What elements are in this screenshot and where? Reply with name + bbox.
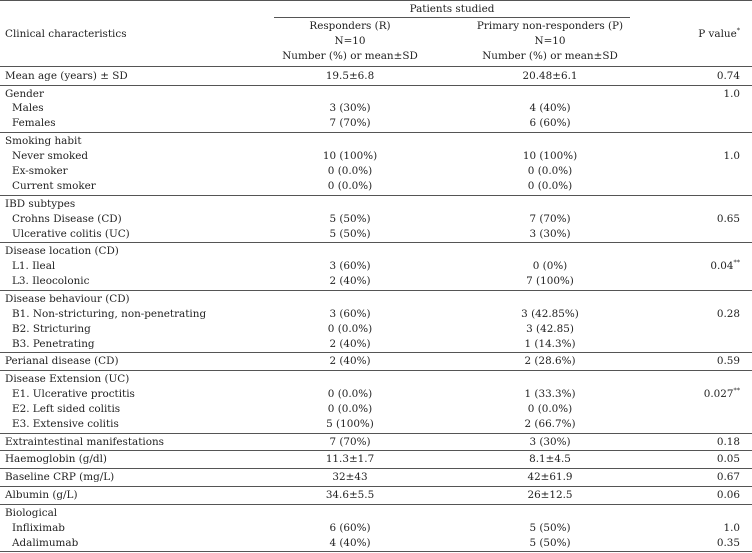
row-label: IBD subtypes: [5, 198, 76, 210]
p-value-text: 0.06: [716, 489, 740, 501]
responders-header: [274, 20, 426, 65]
row-separator-rule: [0, 370, 752, 371]
responders-value: 5 (50%): [329, 228, 371, 240]
p-value-text: 0.67: [716, 471, 740, 483]
row-separator-rule: [0, 132, 752, 133]
non-responders-header-line-3: Number (%) or mean±SD: [482, 50, 618, 62]
row-label: Adalimumab: [12, 537, 79, 549]
row-label: Females: [12, 117, 56, 129]
responders-value: 2 (40%): [329, 275, 371, 287]
row-label: Crohns Disease (CD): [12, 213, 122, 225]
non-responders-value: 7 (70%): [529, 213, 571, 225]
row-label: L1. Ileal: [12, 260, 56, 272]
p-value: [680, 308, 740, 320]
non-responders-value: 3 (30%): [529, 228, 571, 240]
non-responders-value: 8.1±4.5: [529, 453, 571, 465]
non-responders-value: 0 (0.0%): [527, 165, 573, 177]
row-label: Albumin (g/L): [5, 489, 78, 501]
p-value: [680, 453, 740, 465]
row-label: B3. Penetrating: [12, 338, 95, 350]
row-separator-rule: [0, 85, 752, 86]
responders-value: 19.5±6.8: [325, 70, 375, 82]
p-value-text: 0.74: [716, 70, 740, 82]
non-responders-value: 0 (0.0%): [527, 403, 573, 415]
responders-value: 0 (0.0%): [327, 403, 373, 415]
row-label: Extraintestinal manifestations: [5, 436, 165, 448]
row-separator-rule: [0, 242, 752, 243]
p-value: [680, 471, 740, 483]
table-top-rule: [0, 0, 752, 1]
responders-value: 3 (30%): [329, 102, 371, 114]
non-responders-value: 7 (100%): [526, 275, 574, 287]
p-value: [680, 489, 740, 501]
non-responders-header: [470, 20, 630, 65]
row-separator-rule: [0, 195, 752, 196]
non-responders-value: 4 (40%): [529, 102, 571, 114]
row-separator-rule: [0, 504, 752, 505]
row-label: Ulcerative colitis (UC): [12, 228, 130, 240]
p-value-footnote: **: [733, 258, 740, 267]
non-responders-value: 20.48±6.1: [522, 70, 578, 82]
row-label: Males: [12, 102, 44, 114]
row-label: Biological: [5, 507, 58, 519]
p-value: [680, 150, 740, 162]
row-label: Smoking habit: [5, 135, 82, 147]
table-bottom-rule: [0, 551, 752, 552]
non-responders-header-line-2: N=10: [534, 35, 566, 47]
p-value-footnote: **: [733, 386, 740, 395]
responders-value: 0 (0.0%): [327, 388, 373, 400]
p-value-header: [680, 28, 740, 40]
responders-value: 0 (0.0%): [327, 323, 373, 335]
p-value-text: 0.65: [716, 213, 740, 225]
row-label: Mean age (years) ± SD: [5, 70, 128, 82]
responders-value: 4 (40%): [329, 537, 371, 549]
p-value-text: 0.05: [716, 453, 740, 465]
responders-value: 2 (40%): [329, 338, 371, 350]
row-label: Ex-smoker: [12, 165, 68, 177]
p-value: [680, 436, 740, 448]
non-responders-value: 26±12.5: [527, 489, 573, 501]
row-label: Disease Extension (UC): [5, 373, 130, 385]
non-responders-value: 5 (50%): [529, 522, 571, 534]
p-value-text: 1.0: [723, 88, 740, 100]
responders-header-line-1: Responders (R): [309, 20, 391, 32]
row-label: E2. Left sided colitis: [12, 403, 121, 415]
responders-value: 5 (50%): [329, 213, 371, 225]
p-value: [680, 213, 740, 225]
row-separator-rule: [0, 468, 752, 469]
responders-value: 11.3±1.7: [325, 453, 375, 465]
responders-value: 3 (60%): [329, 260, 371, 272]
row-label: B2. Stricturing: [12, 323, 91, 335]
responders-value: 3 (60%): [329, 308, 371, 320]
row-label: Gender: [5, 88, 44, 100]
p-value-text: 0.18: [716, 436, 740, 448]
non-responders-header-line-1: Primary non-responders (P): [476, 20, 624, 32]
p-value: [680, 537, 740, 549]
p-value-text: 0.59: [716, 355, 740, 367]
row-label: Infliximab: [12, 522, 65, 534]
responders-value: 34.6±5.5: [325, 489, 375, 501]
row-separator-rule: [0, 433, 752, 434]
p-value-text: 1.0: [723, 522, 740, 534]
p-value-text: 0.027: [703, 388, 734, 400]
non-responders-value: 1 (33.3%): [524, 388, 576, 400]
row-separator-rule: [0, 290, 752, 291]
p-value-header-footnote: *: [736, 26, 740, 35]
p-value: [680, 260, 740, 272]
non-responders-value: 2 (66.7%): [524, 418, 576, 430]
p-value: [680, 355, 740, 367]
non-responders-value: 3 (42.85): [526, 323, 574, 335]
row-label: Never smoked: [12, 150, 89, 162]
non-responders-value: 2 (28.6%): [524, 355, 576, 367]
non-responders-value: 5 (50%): [529, 537, 571, 549]
non-responders-value: 3 (30%): [529, 436, 571, 448]
responders-header-line-2: N=10: [334, 35, 366, 47]
row-separator-rule: [0, 486, 752, 487]
p-value-header-text: P value: [698, 28, 737, 40]
patients-studied-rule: [274, 17, 630, 18]
patients-studied-heading: Patients studied: [409, 3, 495, 15]
row-label: Current smoker: [12, 180, 96, 192]
row-separator-rule: [0, 450, 752, 451]
non-responders-value: 0 (0%): [532, 260, 568, 272]
p-value-text: 0.04: [710, 260, 734, 272]
row-label: E3. Extensive colitis: [12, 418, 119, 430]
row-label: Perianal disease (CD): [5, 355, 119, 367]
non-responders-value: 6 (60%): [529, 117, 571, 129]
p-value: [680, 70, 740, 82]
non-responders-value: 3 (42.85%): [521, 308, 579, 320]
p-value: [680, 388, 740, 400]
p-value: [680, 522, 740, 534]
non-responders-value: 1 (14.3%): [524, 338, 576, 350]
non-responders-value: 10 (100%): [522, 150, 578, 162]
row-label: E1. Ulcerative proctitis: [12, 388, 135, 400]
p-value: [680, 88, 740, 100]
row-label: Haemoglobin (g/dl): [5, 453, 107, 465]
p-value-text: 1.0: [723, 150, 740, 162]
row-label: Baseline CRP (mg/L): [5, 471, 115, 483]
responders-value: 7 (70%): [329, 436, 371, 448]
responders-value: 0 (0.0%): [327, 180, 373, 192]
responders-value: 10 (100%): [322, 150, 378, 162]
row-separator-rule: [0, 352, 752, 353]
responders-value: 7 (70%): [329, 117, 371, 129]
p-value-text: 0.35: [716, 537, 740, 549]
row-label: L3. Ileocolonic: [12, 275, 90, 287]
responders-value: 0 (0.0%): [327, 165, 373, 177]
p-value-text: 0.28: [716, 308, 740, 320]
non-responders-value: 0 (0.0%): [527, 180, 573, 192]
responders-value: 6 (60%): [329, 522, 371, 534]
responders-header-line-3: Number (%) or mean±SD: [282, 50, 418, 62]
responders-value: 32±43: [332, 471, 368, 483]
clinical-characteristics-header: Clinical characteristics: [5, 28, 127, 40]
row-label: Disease location (CD): [5, 245, 119, 257]
row-label: B1. Non-stricturing, non-penetrating: [12, 308, 207, 320]
row-label: Disease behaviour (CD): [5, 293, 130, 305]
responders-value: 2 (40%): [329, 355, 371, 367]
header-bottom-rule: [0, 66, 752, 67]
non-responders-value: 42±61.9: [527, 471, 573, 483]
responders-value: 5 (100%): [326, 418, 374, 430]
